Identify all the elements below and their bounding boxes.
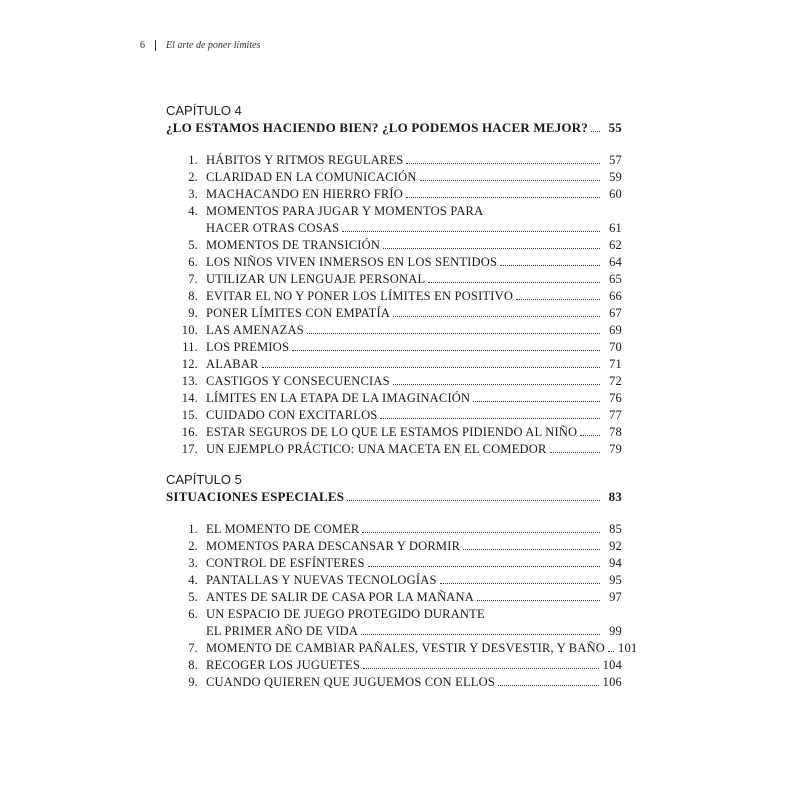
entry-page: 78	[609, 425, 622, 439]
entry-page: 66	[609, 289, 622, 303]
dot-leader	[428, 282, 600, 283]
chapter-label: CAPÍTULO 5	[166, 472, 242, 487]
chapter-heading-title: SITUACIONES ESPECIALES	[166, 489, 345, 504]
toc-entry[interactable]	[166, 203, 622, 220]
entry-title: LOS PREMIOS	[206, 340, 290, 354]
entry-title: PANTALLAS Y NUEVAS TECNOLOGÍAS	[206, 573, 437, 587]
toc-entry[interactable]	[166, 271, 622, 288]
dot-leader	[380, 418, 600, 419]
entry-number: 4.	[188, 204, 198, 218]
entry-number: 15.	[181, 408, 198, 422]
dot-leader	[347, 500, 600, 501]
toc-entry[interactable]	[166, 407, 622, 424]
entry-title: CONTROL DE ESFÍNTERES	[206, 556, 365, 570]
entry-page: 70	[609, 340, 622, 354]
dot-leader	[383, 248, 600, 249]
entry-page: 76	[609, 391, 622, 405]
dot-leader	[500, 265, 600, 266]
chapter-heading-title: ¿LO ESTAMOS HACIENDO BIEN? ¿LO PODEMOS HACER MEJOR?	[166, 120, 589, 135]
entry-number: 13.	[181, 374, 198, 388]
toc-entry[interactable]	[166, 186, 622, 203]
entry-number: 7.	[188, 641, 198, 655]
entry-page: 72	[609, 374, 622, 388]
dot-leader	[440, 583, 600, 584]
entry-page: 92	[609, 539, 622, 553]
toc-entry[interactable]	[166, 640, 638, 657]
page-number: 6	[140, 40, 145, 51]
toc-entry[interactable]	[166, 606, 622, 623]
toc-entry[interactable]	[166, 322, 622, 339]
entry-number: 11.	[182, 340, 198, 354]
toc-entry[interactable]	[166, 305, 622, 322]
entry-title: CUANDO QUIEREN QUE JUGUEMOS CON ELLOS	[206, 675, 495, 689]
toc-entry[interactable]	[166, 288, 622, 305]
entry-title: ALABAR	[206, 357, 259, 371]
dot-leader	[477, 600, 600, 601]
entry-title: PONER LÍMITES CON EMPATÍA	[206, 306, 391, 320]
dot-leader	[362, 532, 600, 533]
entry-number: 6.	[188, 607, 198, 621]
chapter-heading[interactable]	[166, 488, 622, 505]
toc-entry[interactable]	[166, 254, 622, 271]
entry-title-continued: HACER OTRAS COSAS	[206, 221, 340, 235]
dot-leader	[463, 549, 600, 550]
dot-leader	[516, 299, 600, 300]
entry-page: 101	[618, 641, 638, 655]
toc-entry-continuation[interactable]	[166, 220, 622, 237]
entry-number: 16.	[181, 425, 198, 439]
dot-leader	[262, 367, 600, 368]
entry-title: ANTES DE SALIR DE CASA POR LA MAÑANA	[206, 590, 474, 604]
entry-page: 65	[609, 272, 622, 286]
toc-entry[interactable]	[166, 390, 622, 407]
entry-number: 9.	[188, 306, 198, 320]
entry-title: CUIDADO CON EXCITARLOS	[206, 408, 378, 422]
toc-entry[interactable]	[166, 169, 622, 186]
entry-page: 61	[609, 221, 622, 235]
entry-number: 3.	[188, 556, 198, 570]
entry-page: 99	[609, 624, 622, 638]
entry-number: 5.	[188, 238, 198, 252]
chapter-5-section	[166, 472, 638, 691]
dot-leader	[368, 566, 600, 567]
entry-title: MOMENTO DE CAMBIAR PAÑALES, VESTIR Y DESVESTIR, Y BAÑO	[206, 641, 606, 655]
dot-leader	[307, 333, 600, 334]
toc-entry[interactable]	[166, 538, 622, 555]
entry-page: 85	[609, 522, 622, 536]
entry-title: LÍMITES EN LA ETAPA DE LA IMAGINACIÓN	[206, 391, 471, 405]
dot-leader	[363, 668, 599, 669]
entry-title: UN ESPACIO DE JUEGO PROTEGIDO DURANTE	[206, 607, 485, 621]
toc-entry[interactable]	[166, 521, 622, 538]
dot-leader	[473, 401, 600, 402]
entry-title: RECOGER LOS JUGUETES	[206, 658, 361, 672]
entry-page: 94	[609, 556, 622, 570]
entry-page: 62	[609, 238, 622, 252]
entry-title: CASTIGOS Y CONSECUENCIAS	[206, 374, 390, 388]
toc-entry-continuation[interactable]	[166, 623, 622, 640]
entry-title: ESTAR SEGUROS DE LO QUE LE ESTAMOS PIDIENDO AL NIÑO	[206, 425, 578, 439]
dot-leader	[406, 163, 600, 164]
entry-page: 64	[609, 255, 622, 269]
entry-title: LAS AMENAZAS	[206, 323, 304, 337]
entry-number: 4.	[188, 573, 198, 587]
entry-number: 6.	[188, 255, 198, 269]
dot-leader	[580, 435, 600, 436]
entry-title: MOMENTOS DE TRANSICIÓN	[206, 238, 381, 252]
entry-title: UN EJEMPLO PRÁCTICO: UNA MACETA EN EL COMEDOR	[206, 442, 547, 456]
entry-number: 8.	[188, 658, 198, 672]
toc-entry[interactable]	[166, 441, 622, 458]
chapter-heading-page: 83	[608, 489, 622, 504]
dot-leader	[498, 685, 599, 686]
entry-number: 10.	[181, 323, 198, 337]
dot-leader	[393, 316, 600, 317]
entry-page: 95	[609, 573, 622, 587]
toc-entry[interactable]	[166, 572, 622, 589]
entry-page: 106	[602, 675, 622, 689]
dot-leader	[292, 350, 600, 351]
entry-page: 60	[609, 187, 622, 201]
dot-leader	[591, 131, 600, 132]
header-divider	[155, 40, 156, 51]
entry-number: 7.	[188, 272, 198, 286]
entry-number: 9.	[188, 675, 198, 689]
entry-page: 77	[609, 408, 622, 422]
toc-entry[interactable]	[166, 373, 622, 390]
book-title: El arte de poner límites	[166, 40, 261, 51]
entry-page: 57	[609, 153, 622, 167]
entry-number: 2.	[188, 539, 198, 553]
dot-leader	[361, 634, 600, 635]
chapter-label: CAPÍTULO 4	[166, 103, 242, 118]
entry-page: 69	[609, 323, 622, 337]
chapter-4-entries	[166, 152, 622, 458]
toc-entry[interactable]	[166, 356, 622, 373]
toc-entry[interactable]	[166, 237, 622, 254]
entry-number: 12.	[181, 357, 198, 371]
entry-title: CLARIDAD EN LA COMUNICACIÓN	[206, 170, 417, 184]
running-head	[140, 40, 260, 51]
entry-number: 3.	[188, 187, 198, 201]
dot-leader	[342, 231, 600, 232]
chapter-heading-page: 55	[608, 120, 622, 135]
chapter-heading[interactable]	[166, 119, 622, 136]
toc-entry[interactable]	[166, 555, 622, 572]
entry-number: 1.	[188, 522, 198, 536]
entry-title: EVITAR EL NO Y PONER LOS LÍMITES EN POSITIVO	[206, 289, 514, 303]
entry-page: 67	[609, 306, 622, 320]
toc-entry[interactable]	[166, 339, 622, 356]
chapter-5-entries	[166, 521, 638, 691]
entry-number: 2.	[188, 170, 198, 184]
entry-title: EL MOMENTO DE COMER	[206, 522, 360, 536]
entry-page: 71	[609, 357, 622, 371]
toc-entry[interactable]	[166, 657, 622, 674]
chapter-4-section	[166, 103, 622, 458]
entry-number: 5.	[188, 590, 198, 604]
dot-leader	[608, 651, 614, 652]
dot-leader	[420, 180, 600, 181]
entry-page: 79	[609, 442, 622, 456]
entry-title: MOMENTOS PARA DESCANSAR Y DORMIR	[206, 539, 461, 553]
entry-title: LOS NIÑOS VIVEN INMERSOS EN LOS SENTIDOS	[206, 255, 498, 269]
entry-page: 104	[602, 658, 622, 672]
toc-entry[interactable]	[166, 674, 622, 691]
entry-title: HÁBITOS Y RITMOS REGULARES	[206, 153, 404, 167]
toc-entry[interactable]	[166, 152, 622, 169]
entry-title: MOMENTOS PARA JUGAR Y MOMENTOS PARA	[206, 204, 484, 218]
toc-entry[interactable]	[166, 424, 622, 441]
entry-title: MACHACANDO EN HIERRO FRÍO	[206, 187, 404, 201]
toc-entry[interactable]	[166, 589, 622, 606]
dot-leader	[550, 452, 600, 453]
entry-number: 8.	[188, 289, 198, 303]
dot-leader	[393, 384, 600, 385]
dot-leader	[406, 197, 600, 198]
entry-number: 1.	[188, 153, 198, 167]
entry-title-continued: EL PRIMER AÑO DE VIDA	[206, 624, 359, 638]
entry-page: 97	[609, 590, 622, 604]
entry-number: 14.	[181, 391, 198, 405]
entry-title: UTILIZAR UN LENGUAJE PERSONAL	[206, 272, 426, 286]
entry-page: 59	[609, 170, 622, 184]
entry-number: 17.	[181, 442, 198, 456]
